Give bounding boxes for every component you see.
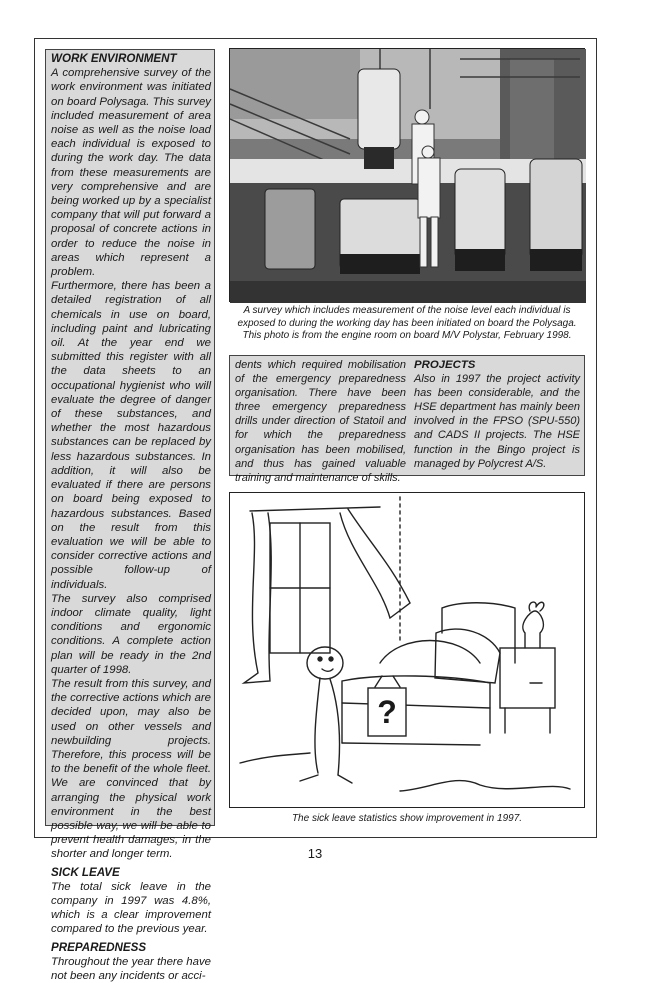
cartoon-drawing xyxy=(230,493,586,809)
engine-room-illustration xyxy=(230,49,586,303)
preparedness-continuation-text: dents which required mobilisation of the emergency preparedness organisation. There have been three emergency preparedness drills under direction of Statoil and for which the preparedness organisation has been mobilised, and thus has gained valuable training and maintenance of skills. xyxy=(235,359,406,484)
work-environment-paragraph: Furthermore, there has been a detailed registration of all chemicals in use on board, including paint and lubricating oil. At the year end we submitted this register with all the data sheets to an occupational hygienist who will evaluate the degree of danger of these substances, and whether the most hazardous substances can be replaced by less hazardous substances. In addition, it will also be evaluated if there are persons on board being exposed to hazardous substances. Based on the result from this evaluation we will be able to consider corrective actions and possible follow-up of individuals. xyxy=(51,280,211,591)
work-environment-paragraph: A comprehensive survey of the work environment was initiated on board Polysaga. This survey included measurement of area noise as well as the noise load each individual is exposed to during the work day. The data from these measurements are very comprehensive and are being worked up by a specialist company that will put forward a proposal of concrete actions in order to reduce the noise in areas which represent a problem. xyxy=(51,67,211,279)
work-environment-heading: WORK ENVIRONMENT xyxy=(51,52,177,65)
sick-leave-text: The total sick leave in the company in 1997 was 4.8%, which is a clear improvement compared to the previous year. xyxy=(51,880,211,936)
page-number: 13 xyxy=(307,846,323,861)
projects-text: Also in 1997 the project activity has been considerable, and the HSE department has mainly been involved in the FPSO (SPU-550) and CADS II projects. The HSE function in the Bingo project is managed by Polycrest A/S. xyxy=(414,373,580,470)
preparedness-text: Throughout the year there have not been any incidents or acci- xyxy=(51,955,211,982)
preparedness-continuation-column xyxy=(235,358,406,485)
cartoon-sign-question-mark: ? xyxy=(377,694,397,730)
engine-room-photo xyxy=(229,48,585,302)
sick-leave-heading: SICK LEAVE xyxy=(51,865,120,879)
work-environment-paragraph: The result from this survey, and the corrective actions which are decided upon, may also be used on other vessels and newbuilding projects. Therefore, this process will be to the benefit of the whole fleet. We are convinced that by arranging the physical work environment in the best possible way, we will be able to prevent health damages, in the shorter and longer term. xyxy=(51,677,211,861)
work-environment-paragraph: The survey also comprised indoor climate quality, light conditions and ergonomic conditions. A complete action plan will be ready in the 2nd quarter of 1998. xyxy=(51,592,211,676)
preparedness-heading: PREPAREDNESS xyxy=(51,940,147,954)
cartoon-caption: The sick leave statistics show improvement in 1997. xyxy=(291,813,523,824)
sick-leave-cartoon xyxy=(229,492,585,808)
left-text-column xyxy=(45,49,215,982)
middle-text-box xyxy=(229,355,585,484)
photo-caption: A survey which includes measurement of the noise level each individual is exposed to during the working day has been initiated on board the Polysaga. This photo is from the engine room on board M/V Polystar, February 1998. xyxy=(237,305,577,341)
projects-heading: PROJECTS xyxy=(414,359,476,371)
projects-column xyxy=(414,358,580,471)
